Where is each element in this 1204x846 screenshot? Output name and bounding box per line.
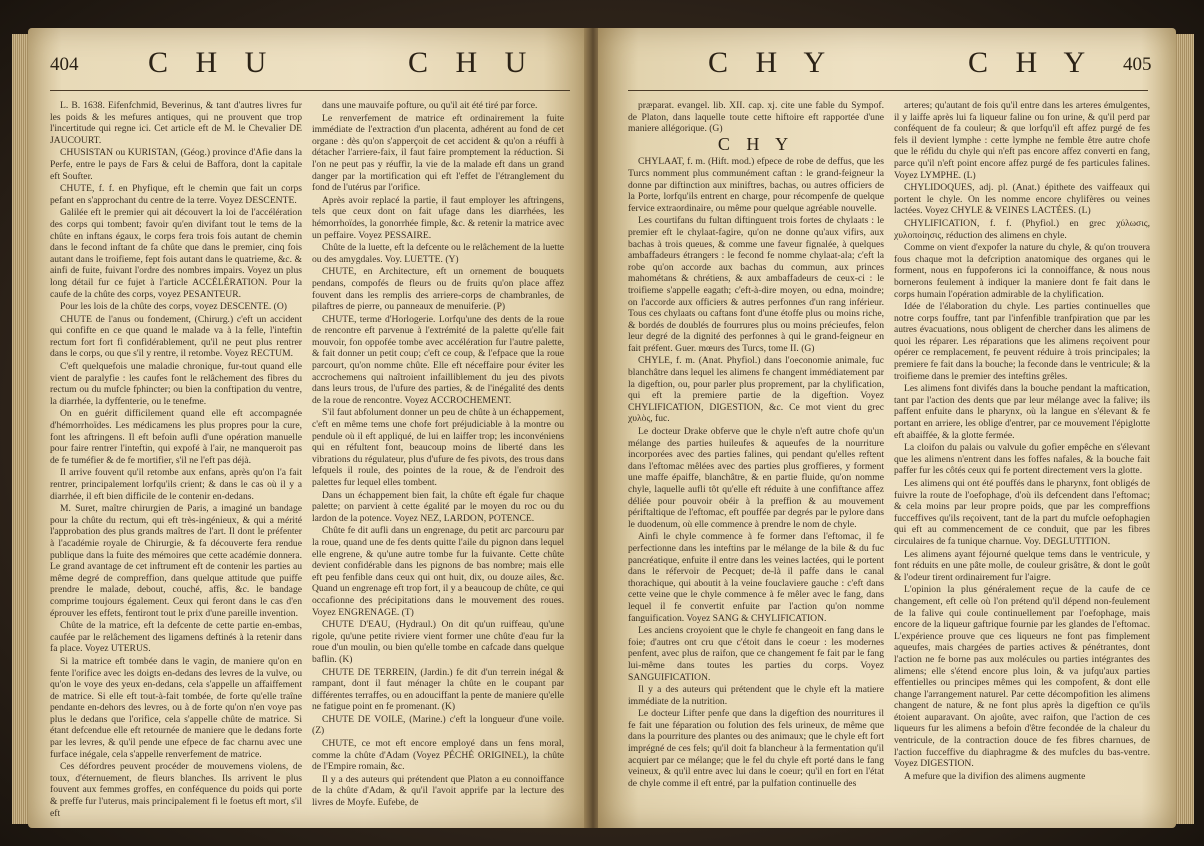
paragraph: Ainfi le chyle commence à fe former dans l'eftomac, il fe perfectionne dans les inteftins par le mélange de la bile & du fuc pancréatique, enfuite il entre dans les veines lactées, qui le portent dans le réfervoir de Pecquet; de-là il paffe dans le canal thorachique, qui aboutit à la veine fouclaviere gauche : c'eft dans cette veine que le chyle commence à fe mêler avec le fang, dans lequel il fe convertit enfuite par l'action qu'on nomme fanguification. Voyez SANG & CHYLIFICATION. (628, 531, 884, 624)
right-page (598, 28, 1176, 828)
paragraph: Les courtifans du fultan diftinguent trois fortes de chylaats : le premier eft le chylaat-fagire, qu'on ne donne qu'aux vifirs, aux bachas à trois queues, & comme une faveur fignalée, à quelques ambaffadeurs étrangers : le fecond fe nomme chylaat-ala; c'eft la robe qu'on accorde aux bachas du commun, aux princes mahométans & chrétiens, & aux ambaffadeurs de ceux-ci : le troifieme s'appelle eagath; c'eft-à-dire moyen, ou edna, moindre; on l'accorde aux officiers & autres perfonnes d'un rang inférieur. Tous ces chylaats ou caftans font d'une étoffe plus ou moins riche, & bordés de doublés de fourrures plus ou moins précieufes, felon leur degré de la dignité des perfonnes à qui le grand-feigneur en fait préfent. Guer. mœurs des Turcs, tome II. (G) (628, 215, 884, 354)
paragraph: CHYLIDOQUES, adj. pl. (Anat.) épithete des vaiffeaux qui portent le chyle. On les nomme encore chylifères ou veines lactées. Voyez CHYLE & VEINES LACTÉES. (L) (894, 182, 1150, 217)
paragraph: Si la matrice eft tombée dans le vagin, de maniere qu'on en fente l'orifice avec les doigts en-dedans des levres de la vulve, ou qu'on le voye des yeux en-dedans, cela s'appelle un affaiffement de matrice. Si elle eft tout-à-fait tombée, de forte qu'elle traîne pendante en-dehors des levres, ou à de forte qu'on n'en voye pas plus le dedans que l'orifice, cela s'appelle chûte de matrice. Si étant defcendue elle eft retournée de maniere que le dedans forte par les levres, & qu'il pende une efpece de fac charnu avec une furface inégale, cela s'appelle renverfement de matrice. (50, 655, 302, 760)
paragraph: CHUTE de l'anus ou fondement, (Chirurg.) c'eft un accident qui confifte en ce que quand le malade va à la felle, l'inteftin rectum fort fort fi confidérablement, qu'il ne peut plus rentrer dans le corps, ou que s'il y rentre, il retombe. Voyez RECTUM. (50, 313, 302, 360)
paragraph: A mefure que la divifion des alimens augmente (904, 770, 1086, 782)
paragraph: Les anciens croyoient que le chyle fe changeoit en fang dans le foie; d'autres ont cru que c'étoit dans le coeur : les modernes penfent, avec plus de raifon, que ce changement fe fait par le fang lui-même dans toutes les parties du corps. Voyez SANGUIFICATION. (628, 625, 884, 683)
text-column (312, 100, 564, 822)
running-head: C H Y (968, 46, 1096, 79)
paragraph: S'il faut abfolument donner un peu de chûte à un échappement, c'eft en même tems une chofe fort préjudiciable à la montre ou pendule où il eft appliqué, de lui en laiffer trop; les inconvéniens qui en réfultent font, beaucoup moins de liberté dans les vibrations du régulateur, plus d'ufure de fes pivots, des trous dans lefquels il roule, des pointes de la roue, & de l'endroit des palettes fur lequel elles tombent. (312, 407, 564, 488)
running-head: C H Y (708, 46, 836, 79)
paragraph: Comme on vient d'expofer la nature du chyle, & qu'on trouvera fous chaque mot la defcription anatomique des organes qui le forment, nous en fuppoferons ici la connoiffance, & nous nous bornerons feulement à indiquer la maniere dont fe fait dans le corps humain l'opération admirable de la chylification. (894, 242, 1150, 300)
paragraph: Chûte de la luette, eft la defcente ou le relâchement de la luette ou des amygdales. Voy. LUETTE. (Y) (312, 242, 564, 265)
paragraph: L'opinion la plus généralement reçue de la caufe de ce changement, eft celle où l'on prétend qu'il dépend non-feulement de la falive qui coule continuellement par l'oefophage, mais encore de la liqueur gaftrique fournie par les glandes de l'eftomac. L'expérience prouve que ces liqueurs ne font pas fimplement aqueufes, mais chargées de parties actives & pénétrantes, dont l'action ne fe borne pas aux molécules ou parties intégrantes des alimens; elle s'étend encore plus loin, & va jufqu'aux parties effentielles ou principes mêmes qui les compofent, & dont elle change l'arrangement naturel. Par cette décompofition les alimens changent de nature, & ne font plus après la digeftion ce qu'ils étoient auparavant. On ajoûte, avec raifon, que l'action de ces liqueurs fur les alimens a befoin d'être fecondée de la chaleur du ventricule, de la contraction douce de fes fibres charnues, de l'action fucceffive du diaphragme & des mufcles du bas-ventre. Voyez DIGESTION. (894, 584, 1150, 770)
paragraph: Il arrive fouvent qu'il retombe aux enfans, après qu'on l'a fait rentrer, principalement lorfqu'ils crient; & dans le cas où il y a diarrhée, il eft bien difficile de le contenir en-dedans. (50, 467, 302, 502)
text-column (50, 100, 302, 822)
paragraph: CHUTE DE VOILE, (Marine.) c'eft la longueur d'une voile. (Z) (312, 713, 564, 737)
running-head: C H U (148, 46, 277, 79)
text-column (894, 100, 1150, 822)
left-page (28, 28, 588, 828)
paragraph: L. B. 1638. Eifenfchmid, Beverinus, & tant d'autres livres fur les poids & les mefures antiques, qui ne prouvent que trop l'incertitude qui regne ici. Cet article eft de M. le Chevalier DE JAUCOURT. (50, 100, 302, 146)
paragraph: CHUSISTAN ou KURISTAN, (Géog.) province d'Afie dans la Perfe, entre le pays de Fars & celui de Baffora, dont la capitale eft Soufter. (50, 147, 302, 182)
paragraph: Chûte fe dit aufli dans un engrenage, du petit arc parcouru par la roue, quand une de fes dents quitte l'aile du pignon dans lequel elle engrene, & qu'une autre tombe fur la fuivante. Cette chûte devient confidérable dans les pignons de bas nombre; mais elle eft peu fenfible dans ceux qui ont huit, dix, ou douze ailes, &c. Quand un engrenage eft trop fort, il y a beaucoup de chûte, ce qui occafionne des précipitations dans le mouvement des roues. Voyez ENGRENAGE. (T) (312, 525, 564, 618)
paragraph: CHUTE, f. f. en Phyfique, eft le chemin que fait un corps pefant en s'approchant du centre de la terre. Voyez DESCENTE. (50, 183, 302, 206)
right-page-edges (1174, 34, 1194, 824)
paragraph: Pour les lois de la chûte des corps, voyez DESCENTE. (O) (60, 301, 288, 313)
page-number: 405 (1123, 54, 1152, 75)
paragraph: CHUTE, en Architecture, eft un ornement de bouquets pendans, compofés de fleurs ou de fruits qu'on place affez fouvent dans les remplis des arriere-corps de chambranles, de pilaftres de pierre, ou panneaux de menuiferie. (P) (312, 266, 564, 313)
paragraph: dans une mauvaife pofture, ou qu'il ait été tiré par force. (322, 100, 538, 111)
page-number: 404 (50, 54, 79, 75)
paragraph: CHYLE, f. m. (Anat. Phyfiol.) dans l'oeconomie animale, fuc blanchâtre dans lequel les alimens fe changent immédiatement par la digeftion, ou, pour parler plus proprement, par la chylification, qui eft la premiere partie de la digeftion. Voyez CHYLIFICATION, DIGESTION, &c. Ce mot vient du grec χυλὸς, fuc. (628, 355, 884, 425)
paragraph: C'eft quelquefois une maladie chronique, fur-tout quand elle vient de paralyfie : les caufes font le relâchement des fibres du rectum ou du mufcle fphincter; ou bien la conftipation du ventre, la diarrhée, la dyffenterie, ou le tenefme. (50, 361, 302, 407)
paragraph: Le docteur Lifter penfe que dans la digeftion des nourritures il fe fait une féparation ou folution des fels urineux, de même que dans la pourriture des plantes ou des animaux; que le chyle eft fort imprégné de ces fels; qu'il doit fa blancheur à la fermentation qu'il acquiert par ce mélange; que le fel du chyle eft porté dans le fang veineux, & qu'il entre avec lui dans le coeur; qu'il en fort en l'état de chyle comme il eft entré, par la pulfation continuelle des (628, 708, 884, 789)
paragraph: Les alimens font divifés dans la bouche pendant la maftication, tant par l'action des dents que par leur mélange avec la falive; ils paffent enfuite dans le pharynx, où la langue en s'élevant & fe portant en arriere, les oblige d'entrer, par ce mouvement l'épiglotte eft abaiffée, & la glotte fermée. (894, 383, 1150, 441)
paragraph: CHUTE D'EAU, (Hydraul.) On dit qu'un ruiffeau, qu'une rigole, qu'une petite riviere vient former une chûte d'eau fur la roue d'un moulin, ou bien qu'elle tombe en cafcade dans quelque baflin. (K) (312, 619, 564, 665)
paragraph: Les alimens qui ont été pouffés dans le pharynx, font obligés de fuivre la route de l'oefophage, d'où ils defcendent dans l'eftomac; & cela moins par leur propre poids, que par les compreffions fucceffives qu'ils reçoivent, tant de la part du mufcle oefophagien qui eft au commencement de ce conduit, que par les fibres circulaires de fa tunique charnue. Voy. DEGLUTITION. (894, 478, 1150, 547)
header-rule (50, 90, 570, 91)
paragraph: La cloifon du palais ou valvule du gofier empêche en s'élevant que les alimens n'entrent dans les foffes nafales, & la bouche fait paffer fur les côtés ceux qui fe portent directement vers la glotte. (894, 442, 1150, 477)
paragraph: Les alimens ayant féjourné quelque tems dans le ventricule, y font réduits en une pâte molle, de couleur grisâtre, & dont le goût & l'odeur tirent ordinairement fur l'aigre. (894, 548, 1150, 583)
paragraph: Après avoir replacé la partie, il faut employer les aftringens, tels que ceux dont on fait ufage dans les diarrhées, les hémorrhoïdes, la gonorrhée fimple, &c. & retenir la matrice avec un peffaire. Voyez PESSAIRE. (312, 194, 564, 241)
paragraph: Le docteur Drake obferve que le chyle n'eft autre chofe qu'un mélange des parties huileufes & aqueufes de la nourriture incorporées avec des parties falines, qui pendant qu'elles reftent dans l'eftomac mêlées avec des parties plus groffieres, y forment une maffe épaiffe, blanchâtre, & en partie fluide, qu'on nomme chyle, laquelle aufli tôt qu'elle eft réduite à une confiftance affez déliée pour pouvoir obéir à la preffion & au mouvement périftaltique de l'eftomac, eft pouffée par degrés par le pylore dans le duodenum, où elle commence à prendre le nom de chyle. (628, 426, 884, 530)
paragraph: Le renverfement de matrice eft ordinairement la fuite immédiate de l'extraction d'un placenta, adhérent au fond de cet organe : dès qu'on s'apperçoit de cet accident & qu'on a réuffi à détacher l'arriere-faix, il faut faire promptement la réduction. Si l'on ne peut pas y réuffir, la vie de la malade eft dans un grand danger par la mortification qui eft l'effet de l'étranglement du fond de l'utérus par l'orifice. (312, 112, 564, 194)
paragraph: M. Suret, maître chirurgien de Paris, a imaginé un bandage pour la chûte du rectum, qui eft très-ingénieux, & qui a mérité l'approbation des plus grands maîtres de l'art. Il dont le préfenter à l'académie royale de Chirurgie, & fa découverte fera rendue publique dans la fuite des mémoires que cette académie donnera. Le grand avantage de cet inftrument eft de contenir les parties au même degré de compreffion, dans quelque attitude que puiffe prendre le malade, debout, couché, affis, &c. le bandage comprime toujours également. Ceux qui feront dans le cas d'en éprouver les effets, fentiront tout le prix d'une pareille invention. (50, 503, 302, 619)
paragraph: Chûte de la matrice, eft la defcente de cette partie en-embas, caufée par le relâchement des ligamens deftinés à la retenir dans fa place. Voyez UTERUS. (50, 620, 302, 655)
paragraph: Galilée eft le premier qui ait découvert la loi de l'accélération des corps qui tombent; favoir qu'en divifant tout le tems de la chûte en inftans égaux, le corps fera trois fois autant de chemin dans le fecond inftant de fa chûte que dans le premier, cinq fois autant dans le troifieme, fept fois autant dans le quatrieme, &c. & ainfi de fuite, fuivant l'ordre des nombres impairs. Voyez un plus long détail fur ce fujet à l'article ACCÉLÉRATION. Pour la caufe de la chûte des corps, voyez PESANTEUR. (50, 207, 302, 300)
paragraph: CHUTE, terme d'Horlogerie. Lorfqu'une des dents de la roue de rencontre eft parvenue à l'extrémité de la palette qu'elle fait mouvoir, fon oppofée tombe avec accélération fur l'autre palette, & fait donner un petit coup; c'eft ce coup, & l'efpace que la roue parcourt, qu'on nomme chûte. Elle eft néceffaire pour éviter les accrochemens qui naîtroient infailliblement du jeu des pivots dans leurs trous, de l'ufure des parties, & de l'inégalité des dents de la roue de rencontre. Voyez ACCROCHEMENT. (312, 313, 564, 406)
text-column (628, 100, 884, 822)
paragraph: CHYLIFICATION, f. f. (Phyfiol.) en grec χύλωσις, χυλοποίησις, réduction des alimens en chyle. (894, 217, 1150, 241)
paragraph: Il y a des auteurs qui prétendent que le chyle eft la matiere immédiate de la nutrition. (628, 684, 884, 707)
paragraph: CHUTE, ce mot eft encore employé dans un fens moral, comme la chûte d'Adam (Voyez PÉCHÉ ORIGINEL), la chûte de l'Empire romain, &c. (312, 738, 564, 773)
paragraph: Ces défordres peuvent procéder de mouvemens violens, de toux, d'éternuement, de fleurs blanches. Ils arrivent le plus fouvent aux femmes groffes, en conféquence du poids qui porte & preffe fur l'uterus, mais principalement fi le foetus eft mort, s'il eft (50, 761, 302, 819)
paragraph: CHUTE DE TERREIN, (Jardin.) fe dit d'un terrein inégal & rampant, dont il faut ménager la chûte en le coupant par différentes terraffes, ou en adouciffant la pente de maniere qu'elle ne fatigue point en fe promenant. (K) (312, 666, 564, 713)
paragraph: Idée de l'élaboration du chyle. Les parties continuelles que notre corps fouffre, tant par l'infenfible tranfpiration que par les autres évacuations, nous obligent de chercher dans les alimens de quoi les réparer. Les réparations que les alimens reçoivent pour opérer ce remplacement, fe peuvent réduire à trois principales; la premiere fe fait dans la bouche; la feconde dans le ventricule; & la troifieme dans le premier des inteftins grêles. (894, 301, 1150, 382)
paragraph: præparat. evangel. lib. XII. cap. xj. cite une fable du Sympof. de Platon, dans laquelle toute cette hiftoire eft rapportée d'une maniere allégorique. (G) (628, 100, 884, 135)
paragraph: On en guérit difficilement quand elle eft accompagnée d'hémorrhoïdes. Les médicamens les plus propres pour la cure, font les aftringens. Il eft befoin aufli d'une opération manuelle pour faire rentrer l'inteftin, qui expofé à l'air, ne manqueroit pas de fe tuméfier & de fe mortifier, s'il ne l'eft pas déjà. (50, 408, 302, 466)
running-head: C H U (408, 46, 537, 79)
paragraph: arteres; qu'autant de fois qu'il entre dans les arteres émulgentes, il y laiffe après lui fa liqueur faline ou fon urine, & qu'il perd par conféquent de fa couleur; & que lorfqu'il eft affez purgé de fes fels il devient lymphe : cette lymphe ne femble être autre chofe que le réfidu du chyle qui n'eft pas encore affez converti en fang, parce qu'il n'eft point encore affez purgé de fes particules falines. Voyez LYMPHE. (L) (894, 100, 1150, 181)
header-rule (628, 90, 1148, 91)
paragraph: CHYLAAT, f. m. (Hift. mod.) efpece de robe de deffus, que les Turcs nomment plus communément caftan : le grand-feigneur la donne par diftinction aux miniftres, bachas, ou autres officiers de la Porte, lorfqu'ils entrent en charge, pour récompenfe de quelque fervice extraordinaire, ou même pour quelque agréable nouvelle. (628, 156, 884, 214)
section-heading: C H Y (717, 133, 795, 154)
paragraph: Il y a des auteurs qui prétendent que Platon a eu connoiffance de la chûte d'Adam, & qu'il l'avoit apprife par la lecture des livres de Moyfe. Eufebe, de (312, 773, 564, 809)
paragraph: Dans un échappement bien fait, la chûte eft égale fur chaque palette; on parvient à cette égalité par le moyen du roc ou du lardon de la potence. Voyez NEZ, LARDON, POTENCE. (312, 489, 564, 524)
